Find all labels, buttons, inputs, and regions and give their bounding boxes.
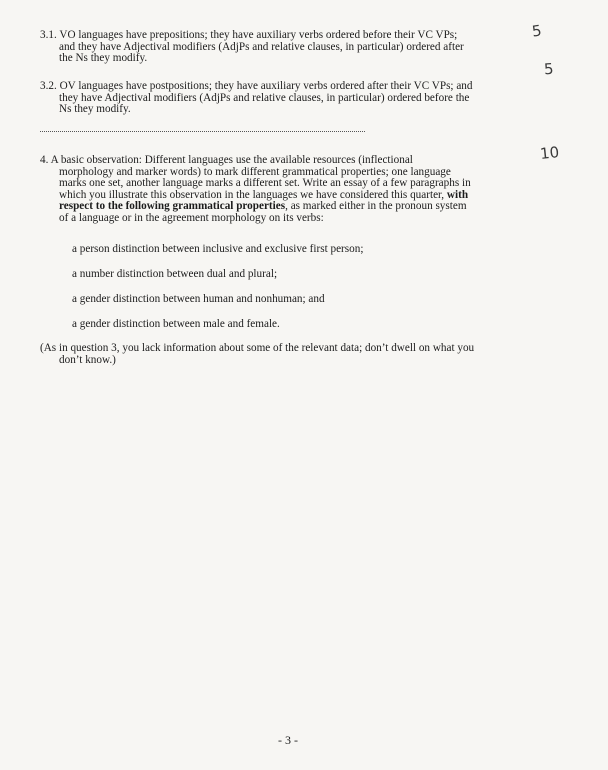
q4-line5-text: , as marked either in the pronoun system [285,200,467,213]
q31-line1: 3.1. VO languages have prepositions; they have auxiliary verbs ordered before their VC VPs; [40,29,458,41]
q4-line4-bold: with [446,188,469,201]
q32-line3: Ns they modify. [59,103,131,116]
question-3-1 [40,30,530,65]
q4-line3: marks one set, another language marks a different set. Write an essay of a few paragraphs in [59,177,471,190]
q31-line2: and they have Adjectival modifiers (AdjPs and relative clauses, in particular) ordered after [59,40,464,53]
question-4-note [40,343,540,366]
handwritten-score-q4: 10 [539,143,560,163]
property-item: a number distinction between dual and plural; [72,268,278,280]
question-4 [40,155,540,225]
q32-line1: 3.2. OV languages have postpositions; they have auxiliary verbs ordered after their VC VPs; and [40,80,473,92]
property-item: a gender distinction between male and female. [72,318,280,330]
q4-line6: of a language or in the agreement morphology on its verbs: [59,211,324,224]
page-number: - 3 - [278,733,298,747]
property-item: a person distinction between inclusive and exclusive first person; [72,243,364,255]
dotted-divider [40,131,365,132]
q4-line4-text: which you illustrate this observation in the languages we have considered this quarter, [59,188,447,201]
q4-line5-bold: respect to the following grammatical properties [59,200,286,213]
property-item: a gender distinction between human and nonhuman; and [72,293,325,305]
q4-line2: morphology and marker words) to mark different grammatical properties; one language [59,165,451,178]
q4-line1: 4. A basic observation: Different languages use the available resources (inflectional [40,154,413,166]
note-line1: (As in question 3, you lack information about some of the relevant data; don’t dwell on what you [40,342,475,354]
question-3-2 [40,81,530,116]
q31-line3: the Ns they modify. [59,52,148,65]
q32-line2: they have Adjectival modifiers (AdjPs and relative clauses, in particular) ordered before the [59,91,470,104]
handwritten-score-q31: 5 [530,21,543,41]
note-line2: don’t know.) [59,353,116,366]
handwritten-score-q32: 5 [543,59,555,79]
